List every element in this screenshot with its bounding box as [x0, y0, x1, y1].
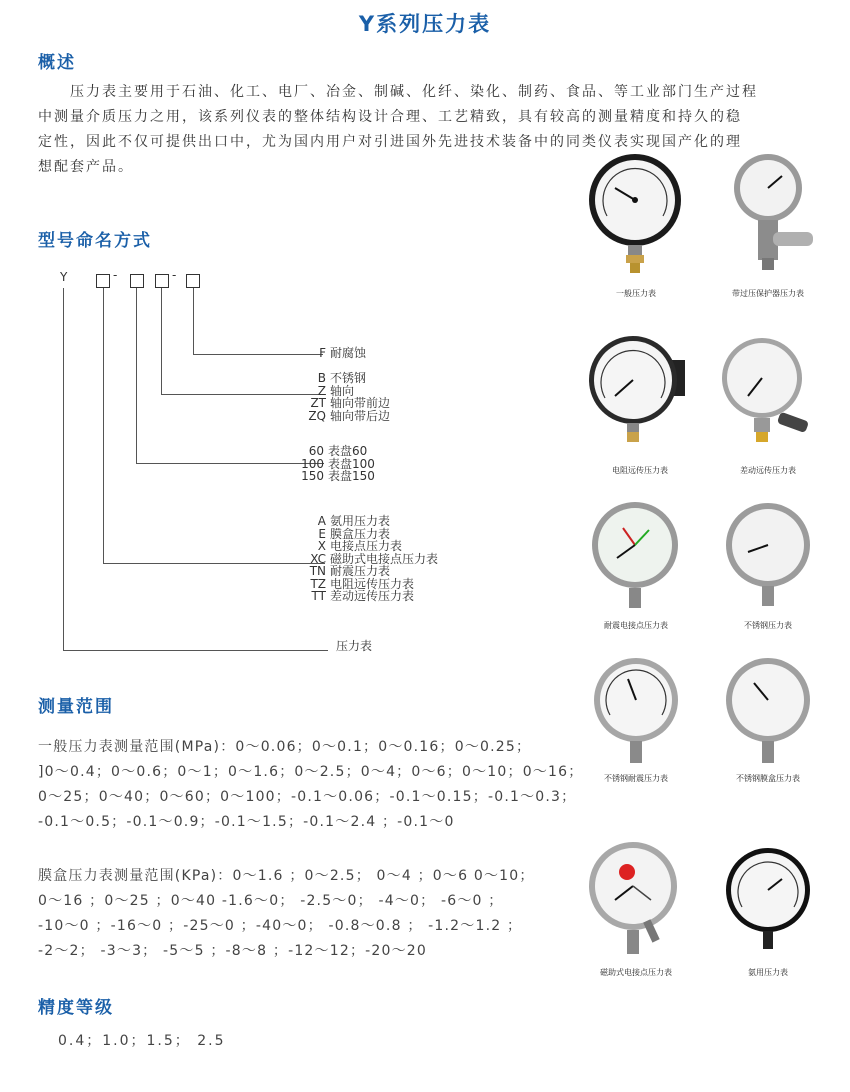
option-item: E 膜盒压力表 [318, 526, 391, 541]
range-line: 膜盒压力表测量范围(KPa)：0～1.6 ；0～2.5； 0～4 ；0～6 0～10； [38, 868, 535, 884]
range-line: ]0～0.4；0～0.6；0～1；0～1.6；0～2.5；0～4；0～6；0～10；0～16； [38, 764, 584, 780]
gauge-caption: 氨用压力表 [748, 968, 788, 977]
overview-line: 压力表主要用于石油、化工、电厂、冶金、制碱、化纤、染化、制药、食品、等工业部门生产过程 [38, 84, 758, 100]
overview-heading: 概述 [38, 53, 76, 73]
gauge-caption: 不锈钢耐震压力表 [604, 774, 668, 783]
overview-line: 中测量介质压力之用，该系列仪表的整体结构设计合理、工艺精致，具有较高的测量精度和持久的稳 [38, 109, 742, 125]
connector-line [161, 288, 162, 394]
option-item: TN 耐震压力表 [309, 564, 391, 578]
range-line: -0.1～0.5；-0.1～0.9；-0.1～1.5；-0.1～2.4 ；-0.1～0 [38, 814, 455, 830]
model-dash: - [113, 268, 118, 282]
option-item: TZ 电阻远传压力表 [310, 576, 415, 591]
option-item: 60 表盘60 [308, 444, 368, 458]
overview-line: 想配套产品。 [38, 159, 134, 175]
range-heading: 测量范围 [38, 697, 114, 717]
gauge-caption: 带过压保护器压力表 [732, 289, 804, 298]
gauge-overload-image [718, 150, 818, 280]
range-line: 一般压力表测量范围(MPa)：0～0.06；0～0.1；0～0.16；0～0.25； [38, 739, 532, 755]
gauge-magnetic-contact-image [585, 838, 685, 963]
connector-line [63, 288, 64, 650]
gauge-caption: 不锈钢压力表 [744, 621, 792, 630]
model-slot-dial [130, 271, 144, 290]
range-line: 0～25；0～40；0～60；0～100；-0.1～0.06；-0.1～0.15；-0.1～0.3； [38, 789, 577, 805]
option-item: Z 轴向 [317, 383, 355, 398]
gauge-caption: 磁助式电接点压力表 [600, 968, 672, 977]
gauge-differential-image [712, 330, 822, 460]
gauge-ammonia-image [718, 845, 818, 960]
option-item: XC 磁助式电接点压力表 [310, 551, 439, 566]
range-general [38, 735, 598, 835]
gauge-caption: 耐震电接点压力表 [604, 621, 668, 630]
connector-line [103, 288, 104, 563]
connector-line [103, 563, 325, 564]
gauge-stainless-shock-image [588, 655, 688, 770]
model-dash: - [172, 268, 177, 282]
option-item: A 氨用压力表 [317, 514, 391, 528]
accuracy-value: 0.4；1.0；1.5； 2.5 [58, 1033, 226, 1049]
gauge-caption: 电阻远传压力表 [612, 466, 668, 475]
gauge-resistance-image [585, 330, 695, 460]
option-item: 150 表盘150 [301, 469, 375, 483]
connector-line [136, 288, 137, 463]
gauge-caption: 不锈钢膜盒压力表 [736, 774, 800, 783]
gauge-general-image [585, 150, 685, 280]
option-item: 100 表盘100 [301, 456, 375, 471]
gauge-contact-shock-image [585, 500, 685, 615]
gauge-caption: 一般压力表 [616, 289, 656, 298]
range-capsule [38, 864, 598, 964]
connector-line [193, 288, 194, 354]
model-slot-material [155, 271, 169, 290]
option-item: TT 差动远传压力表 [311, 589, 415, 603]
range-line: 0～16 ；0～25 ；0～40 -1.6～0； -2.5～0； -4～0； -6～0 ； [38, 893, 504, 909]
option-item: ZQ 轴向带后边 [308, 408, 391, 423]
option-group-material [300, 372, 390, 422]
option-item: B 不锈钢 [317, 371, 367, 385]
range-line: -2～2； -3～3； -5～5 ；-8～8 ；-12～12；-20～20 [38, 943, 428, 959]
gauge-caption: 差动远传压力表 [740, 466, 796, 475]
base-label: 压力表 [336, 639, 373, 653]
connector-line [136, 463, 324, 464]
overview-line: 定性，因此不仅可提供出口中，尤为国内用户对引进国外先进技术装备中的同类仪表实现国产化的理 [38, 134, 742, 150]
page-title: Y系列压力表 [358, 12, 492, 36]
naming-heading: 型号命名方式 [38, 231, 152, 251]
accuracy-heading: 精度等级 [38, 998, 114, 1018]
gauge-stainless-capsule-image [718, 655, 818, 770]
connector-line [63, 650, 328, 651]
option-group-type [300, 515, 438, 603]
option-item: X 电接点压力表 [317, 539, 403, 553]
range-line: -10～0 ；-16～0 ；-25～0 ；-40～0； -0.8～0.8 ； -1.2～1.2 ； [38, 918, 523, 934]
model-prefix: Y [60, 270, 68, 284]
overview-text [38, 80, 808, 180]
option-item: F 耐腐蚀 [319, 346, 367, 360]
option-item: ZT 轴向带前边 [310, 396, 391, 410]
option-group-dial [298, 445, 375, 483]
option-group-f [300, 347, 366, 360]
gauge-stainless-image [718, 500, 818, 615]
